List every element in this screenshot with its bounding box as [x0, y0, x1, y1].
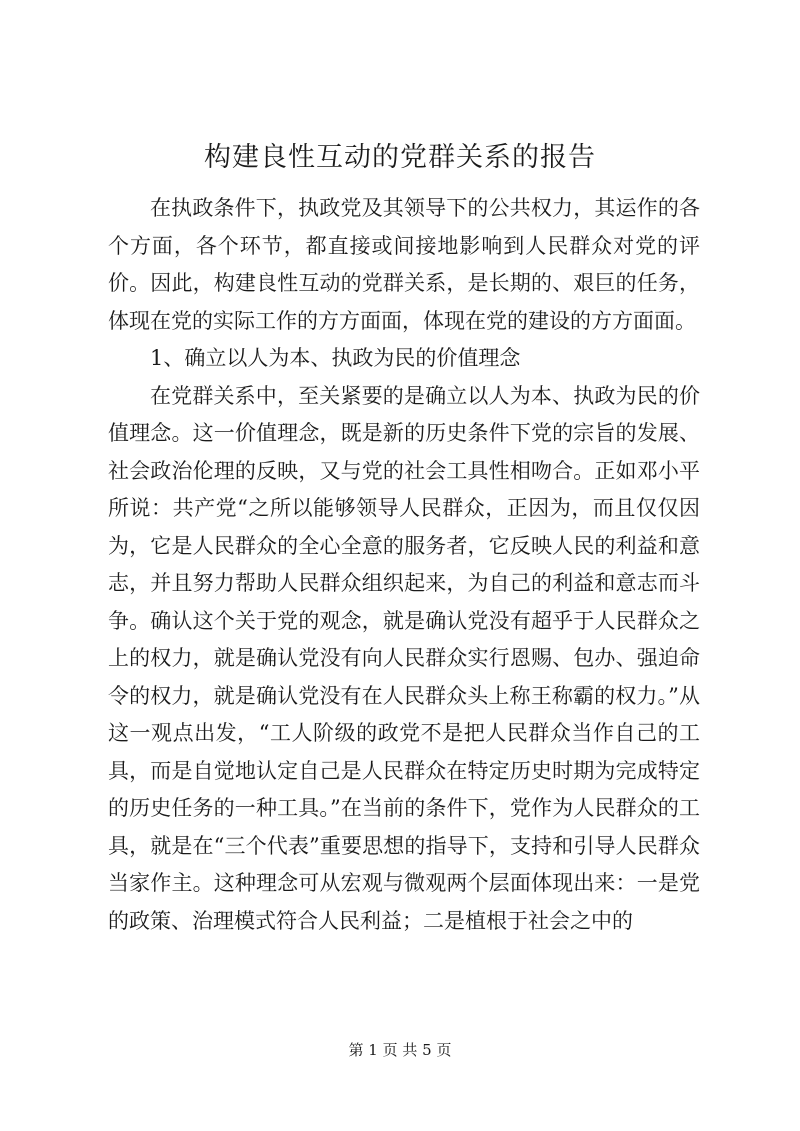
document-title: 构建良性互动的党群关系的报告 — [204, 142, 596, 173]
paragraph-intro: 在执政条件下，执政党及其领导下的公共权力，其运作的各个方面，各个环节，都直接或间接地影响到人民群众对党的评价。因此，构建良性互动的党群关系，是长期的、艰巨的任务，体现在党的实际工作的方方面面，体现在党的建设的方方面面。 — [108, 196, 700, 333]
section-heading-1: 1、确立以人为本、执政为民的价值理念 — [150, 346, 521, 370]
page-number-footer: 第 1 页 共 5 页 — [348, 1041, 452, 1059]
document-body — [108, 190, 700, 940]
paragraph-section-1: 在党群关系中，至关紧要的是确立以人为本、执政为民的价值理念。这一价值理念，既是新的历史条件下党的宗旨的发展、社会政治伦理的反映，又与党的社会工具性相吻合。正如邓小平所说：共产党“之所以能够领导人民群众，正因为，而且仅仅因为，它是人民群众的全心全意的服务者，它反映人民的利益和意志，并且努力帮助人民群众组织起来，为自己的利益和意志而斗争。确认这个关于党的观念，就是确认党没有超乎于人民群众之上的权力，就是确认党没有向人民群众实行恩赐、包办、强迫命令的权力，就是确认党没有在人民群众头上称王称霸的权力。”从这一观点出发，“工人阶级的政党不是把人民群众当作自己的工具，而是自觉地认定自己是人民群众在特定历史时期为完成特定的历史任务的一种工具。”在当前的条件下，党作为人民群众的工具，就是在“三个代表”重要思想的指导下，支持和引导人民群众当家作主。这种理念可从宏观与微观两个层面体现出来：一是党的政策、治理模式符合人民利益；二是植根于社会之中的 — [108, 383, 700, 933]
